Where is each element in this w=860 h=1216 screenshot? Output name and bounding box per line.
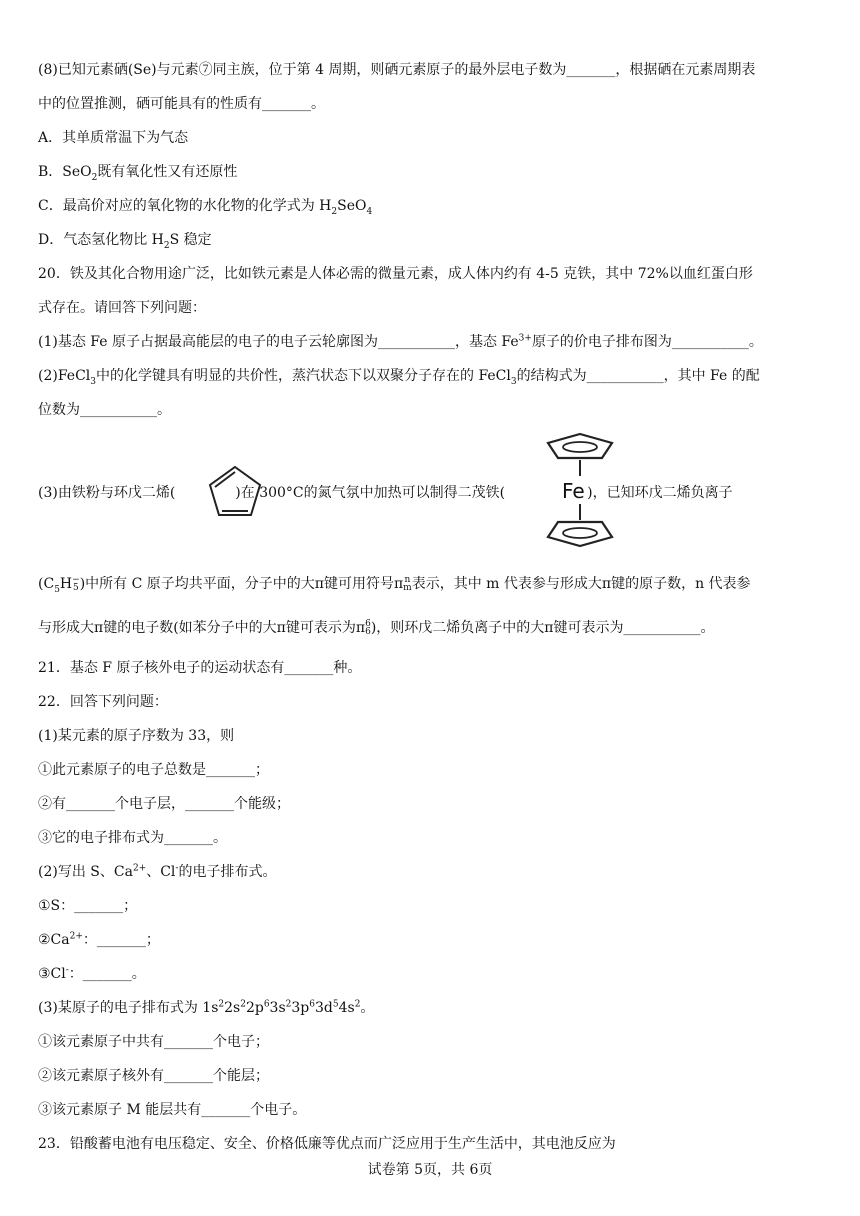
config-sup: 2: [354, 999, 361, 1010]
option-b: [38, 162, 237, 182]
q20-part1: [38, 332, 763, 352]
q22-part3-i: ①该元素原子中共有_______个电子；: [38, 1034, 269, 1050]
q19-8-line2: 中的位置推测，硒可能具有的性质有_______。: [38, 96, 325, 112]
pi-sub: m: [403, 583, 412, 593]
q23-text: 23．铅酸蓄电池有电压稳定、安全、价格低廉等优点而广泛应用于生产生活中，其电池反应为: [38, 1136, 616, 1152]
q20-p2-mid: 中的化学键具有明显的共价性，蒸汽状态下以双聚分子存在的 FeCl: [96, 368, 511, 384]
q22-part1: (1)某元素的原子序数为 33，则: [38, 728, 235, 744]
q20-p2-sub2: 3: [510, 376, 517, 387]
q20-p3-b: )在 300°C的氮气氛中加热可以制得二茂铁(: [235, 485, 506, 501]
config-orbital: 4s: [338, 1000, 355, 1016]
config-orbital: 3s: [269, 1000, 286, 1016]
ion-formula-a: (C: [38, 576, 55, 592]
q20-p3-c: )，已知环戊二烯负离子: [587, 485, 733, 501]
q22-p2-ii-sup: 2+: [69, 931, 83, 942]
q22-p2-post: 的电子排布式。: [178, 864, 277, 880]
q20-part3-line3: [38, 618, 714, 638]
ion-charge: −: [72, 575, 80, 585]
ion-formula-b: H: [59, 576, 73, 592]
q20-part3-line1: [38, 483, 733, 503]
q20-part2-line2: 位数为___________。: [38, 402, 171, 418]
option-b-post: 既有氧化性又有还原性: [97, 164, 238, 180]
q22-part3-ii: ②该元素原子核外有_______个能层；: [38, 1068, 269, 1084]
q20-p2-sub: 3: [90, 376, 96, 387]
pi-sup: n: [404, 575, 411, 585]
config-sup: 2: [285, 999, 292, 1010]
ion-text-c: )中所有 C 原子均共平面，分子中的大π键可用符号π: [79, 576, 404, 592]
option-c-sub2: 4: [366, 206, 373, 217]
ferrocene-fe-label: Fe: [562, 479, 585, 503]
cyclopentadiene-structure: [205, 463, 265, 521]
config-sup: 6: [263, 999, 270, 1010]
q22-part1-ii: ②有_______个电子层，_______个能级；: [38, 796, 290, 812]
q22-part2-iii: [38, 964, 146, 984]
q22-p2-ii-post: ：_______；: [82, 932, 160, 948]
page-number: 试卷第 5页，共 6页: [367, 1162, 493, 1178]
q20-line1: 20．铁及其化合物用途广泛，比如铁元素是人体必需的微量元素，成人体内约有 4-5 克铁，其中 72%以血红蛋白形: [38, 266, 753, 282]
ion-text-d: 表示，其中 m 代表参与形成大π键的原子数，n 代表参: [411, 576, 751, 592]
option-d-pre: D．气态氢化物比 H: [38, 232, 164, 248]
q22-p2-iii-pre: ③Cl: [38, 966, 66, 982]
config-orbital: 2s: [224, 1000, 241, 1016]
benzene-pi-sup: 6: [365, 619, 371, 629]
q22-part3: [38, 998, 374, 1018]
config-sup: 2: [218, 999, 225, 1010]
benzene-text-b: )，则环戊二烯负离子中的大π键可表示为___________。: [370, 620, 715, 636]
q22-part2-ii: [38, 930, 160, 950]
q22-p3-post: 。: [360, 1000, 375, 1016]
config-orbital: 3p: [291, 1000, 310, 1016]
q20-p1-sup: 3+: [518, 333, 532, 344]
option-d: [38, 230, 212, 250]
q22-part3-iii: ③该元素原子 M 能层共有_______个电子。: [38, 1102, 307, 1118]
q20-p2-post: 的结构式为___________，其中 Fe 的配: [516, 368, 760, 384]
q20-p1-post: 原子的价电子排布图为___________。: [531, 334, 763, 350]
config-sup: 6: [309, 999, 315, 1010]
option-d-post: S 稳定: [169, 232, 212, 248]
ion-formula-sub: 5: [54, 584, 60, 595]
q22-p2-iii-post: ：_______。: [68, 966, 146, 982]
q22-p2-mid: 、Cl: [146, 864, 176, 880]
q20-p1-pre: (1)基态 Fe 原子占据最高能层的电子的电子云轮廓图为___________，基态 Fe: [38, 334, 519, 350]
q22-part2: [38, 862, 276, 882]
q22-p2-iii-sup: -: [65, 965, 69, 976]
q22-title: 22．回答下列问题：: [38, 694, 168, 710]
q20-line2: 式存在。请回答下列问题：: [38, 300, 206, 316]
q22-p2-ii-pre: ②Ca: [38, 932, 70, 948]
option-d-sub: 2: [163, 240, 170, 251]
q22-part1-i: ①此元素原子的电子总数是_______；: [38, 762, 269, 778]
config-sup: 5: [332, 999, 339, 1010]
option-b-pre: B．SeO: [38, 164, 92, 180]
q20-p3-a: (3)由铁粉与环戊二烯(: [38, 485, 176, 501]
q19-8-line1: (8)已知元素硒(Se)与元素⑦同主族，位于第 4 周期，则硒元素原子的最外层电子数为_______，根据硒在元素周期表: [38, 62, 756, 78]
q22-p2-sup2: -: [175, 863, 179, 874]
option-c-sub1: 2: [331, 206, 338, 217]
config-orbital: 2p: [245, 1000, 264, 1016]
q22-p3-pre: (3)某原子的电子排布式为 1s: [38, 1000, 219, 1016]
option-b-sub: 2: [91, 172, 98, 183]
option-a: A．其单质常温下为气态: [38, 130, 189, 146]
q22-p2-pre: (2)写出 S、Ca: [38, 864, 133, 880]
q20-p2-pre: (2)FeCl: [38, 368, 91, 384]
q22-part2-i: ①S：_______；: [38, 898, 138, 914]
ion-sub: 5: [73, 583, 79, 593]
q22-part1-iii: ③它的电子排布式为_______。: [38, 830, 227, 846]
option-c-mid: SeO: [337, 198, 367, 214]
config-orbital: 3d: [314, 1000, 333, 1016]
q20-part2: [38, 366, 760, 386]
q20-part3-line2: [38, 574, 751, 594]
option-c-pre: C．最高价对应的氧化物的水化物的化学式为 H: [38, 198, 332, 214]
benzene-pi-sub: 6: [365, 627, 371, 637]
benzene-text-a: 与形成大π键的电子数(如苯分子中的大π键可表示为π: [38, 620, 366, 636]
q21-text: 21．基态 F 原子核外电子的运动状态有_______种。: [38, 660, 362, 676]
q22-p2-sup: 2+: [132, 863, 147, 874]
option-c: [38, 196, 372, 216]
config-sup: 2: [240, 999, 246, 1010]
